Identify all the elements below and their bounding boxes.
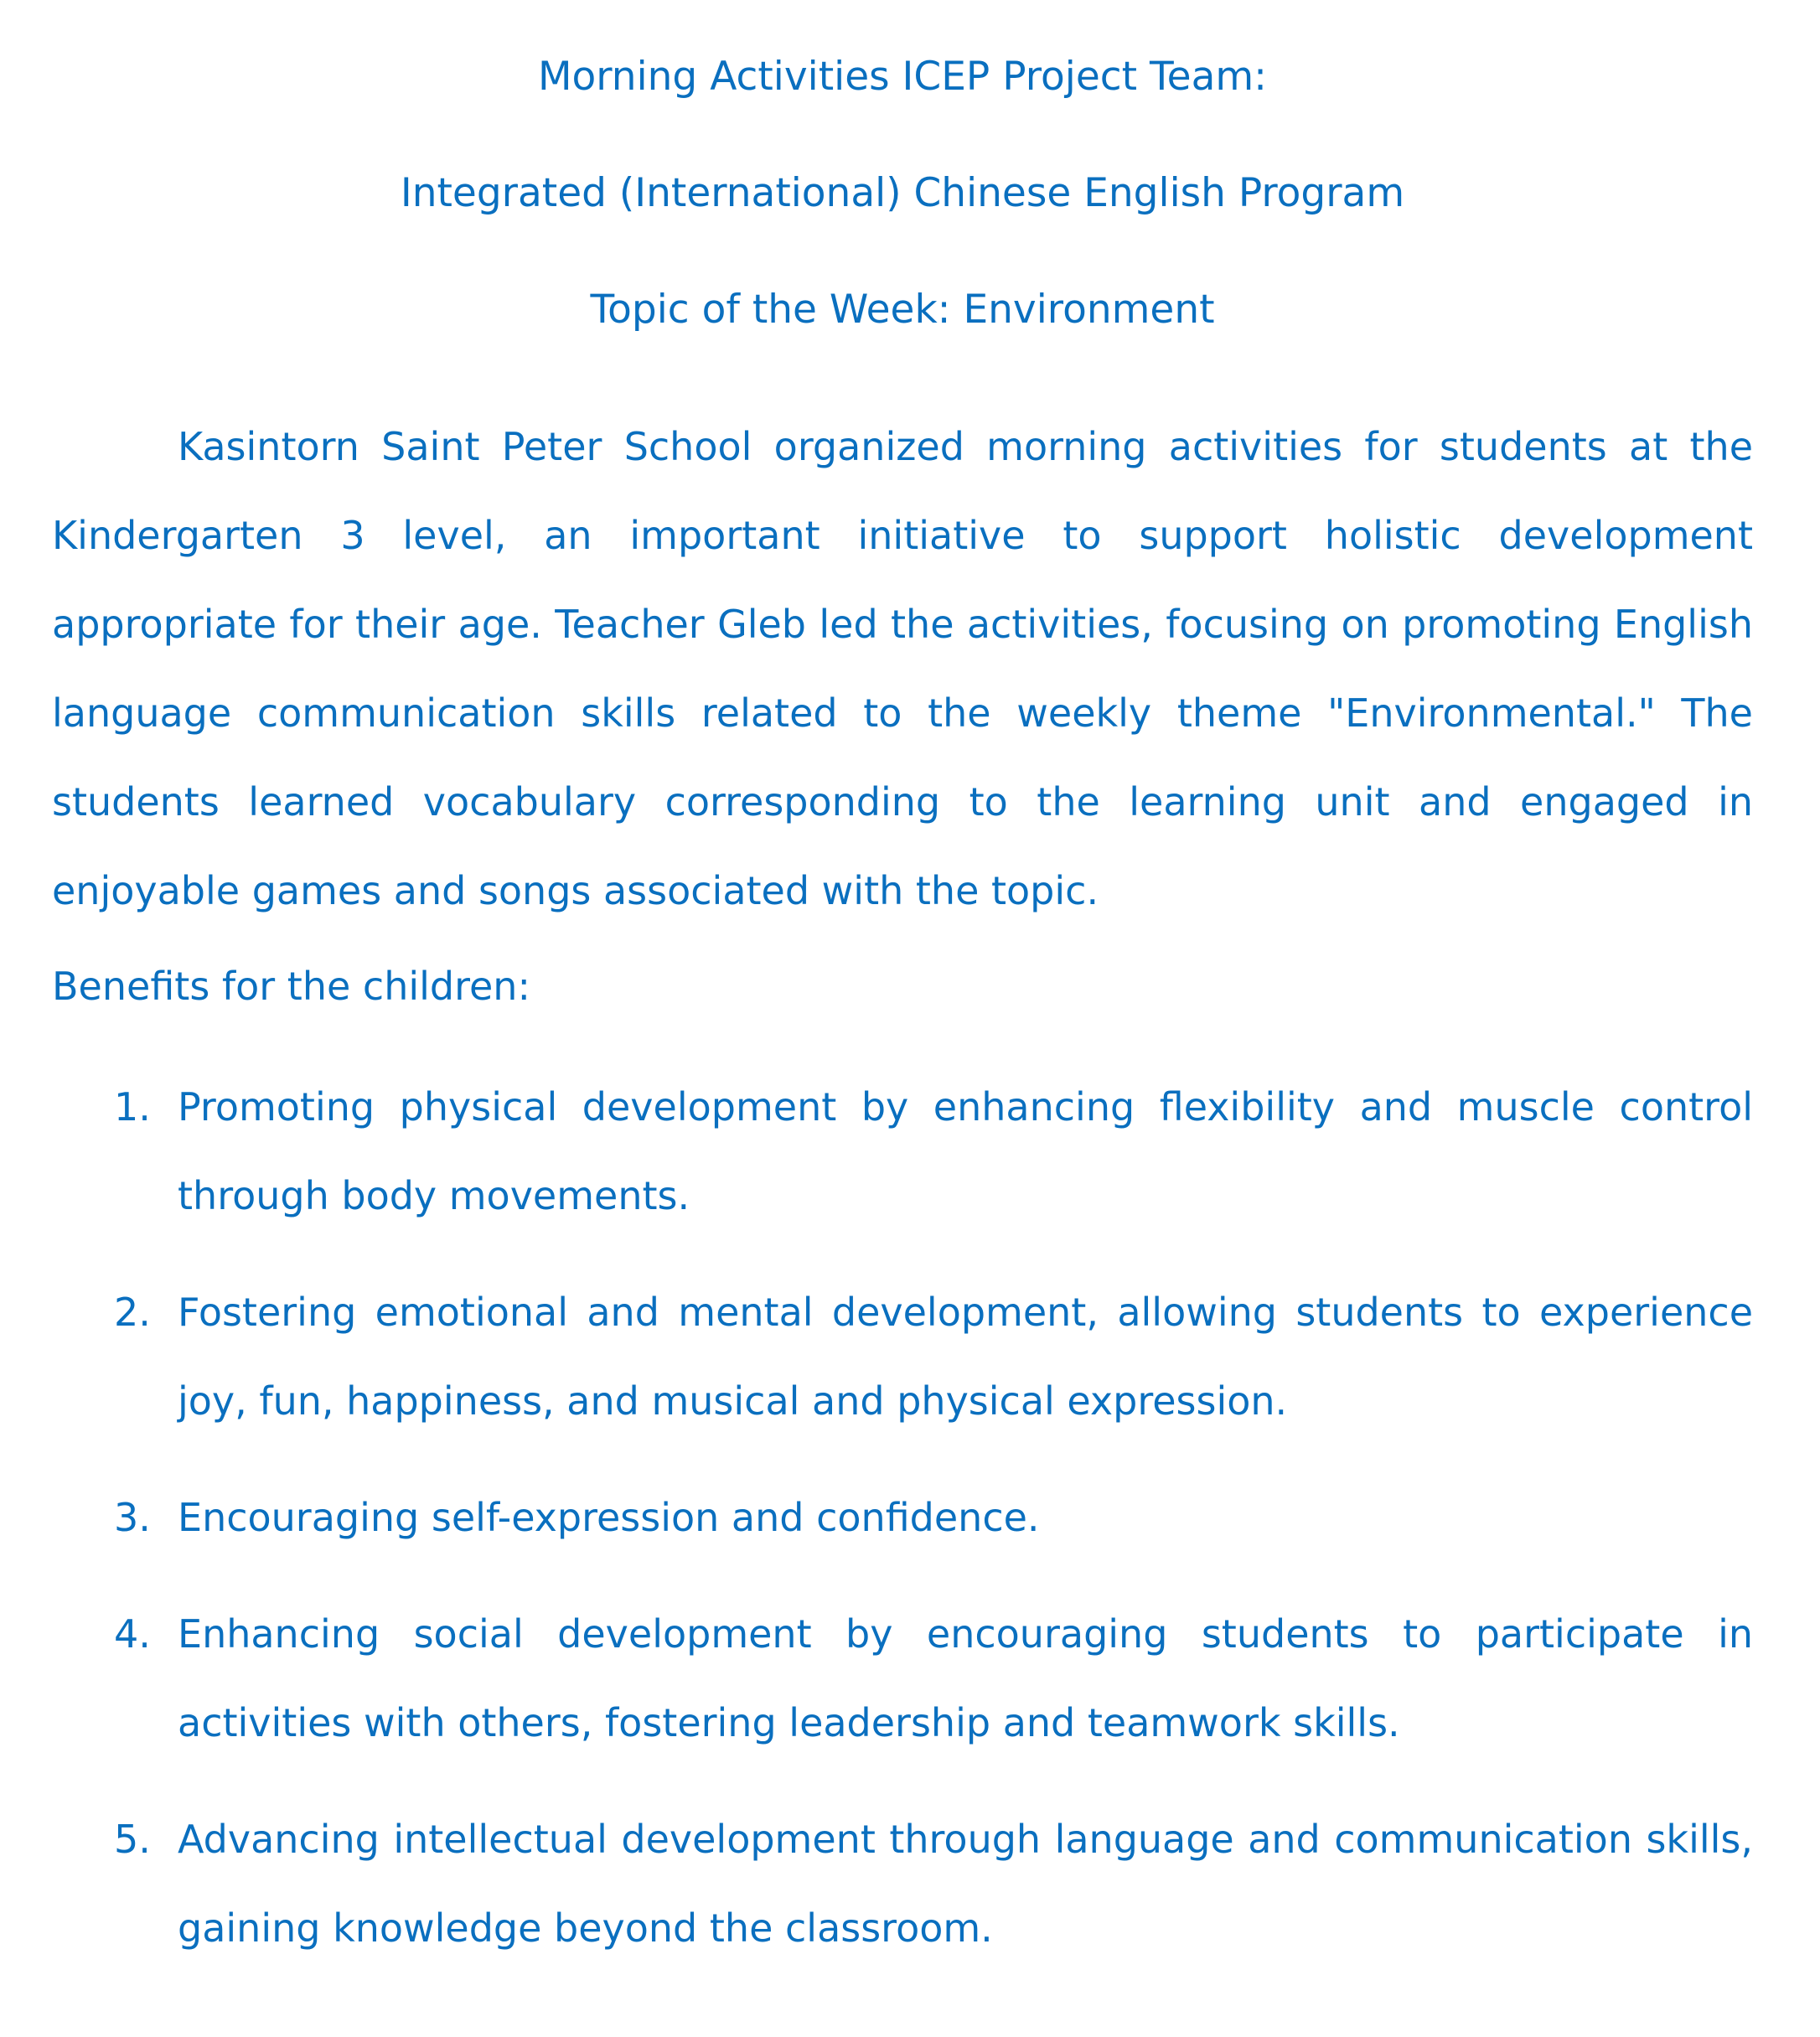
list-item-text: Fostering emotional and mental development, allowing students to experience joy, fun, happiness, and musical and physical expression. [178, 1290, 1753, 1424]
list-item [52, 1062, 1753, 1240]
list-item-text: Encouraging self-expression and confidence. [178, 1495, 1040, 1540]
benefits-list [52, 1062, 1753, 2000]
list-item [52, 1268, 1753, 1445]
list-item-text: Advancing intellectual development through language and communication skills, gaining knowledge beyond the classroom. [178, 1817, 1753, 1951]
list-item-text: Enhancing social development by encouraging students to participate in activities with others, fostering leadership and teamwork skills. [178, 1611, 1753, 1745]
title-line-3: Topic of the Week: Environment [590, 287, 1215, 333]
benefits-heading: Benefits for the children: [52, 964, 530, 1009]
list-item [52, 1590, 1753, 1767]
list-item-text: Promoting physical development by enhancing flexibility and muscle control through body movements. [178, 1084, 1753, 1218]
list-item-number: 2. [114, 1290, 151, 1335]
list-item [52, 1473, 1753, 1562]
list-item-number: 3. [114, 1495, 151, 1540]
title-line-2: Integrated (International) Chinese English Program [400, 170, 1405, 216]
list-item [52, 1795, 1753, 1972]
intro-paragraph: Kasintorn Saint Peter School organized morning activities for students at the Kindergarten 3 level, an important initiative to support holistic development appropriate for their age. Teacher Gleb led the activities, focusing on promoting English language communication skills related to the weekly theme "Environmental." The students learned vocabulary corresponding to the learning unit and engaged in enjoyable games and songs associated with the topic. [52, 424, 1753, 913]
list-item-number: 4. [114, 1611, 151, 1657]
title-line-1: Morning Activities ICEP Project Team: [537, 54, 1268, 100]
list-item-number: 1. [114, 1084, 151, 1130]
list-item-number: 5. [114, 1817, 151, 1862]
